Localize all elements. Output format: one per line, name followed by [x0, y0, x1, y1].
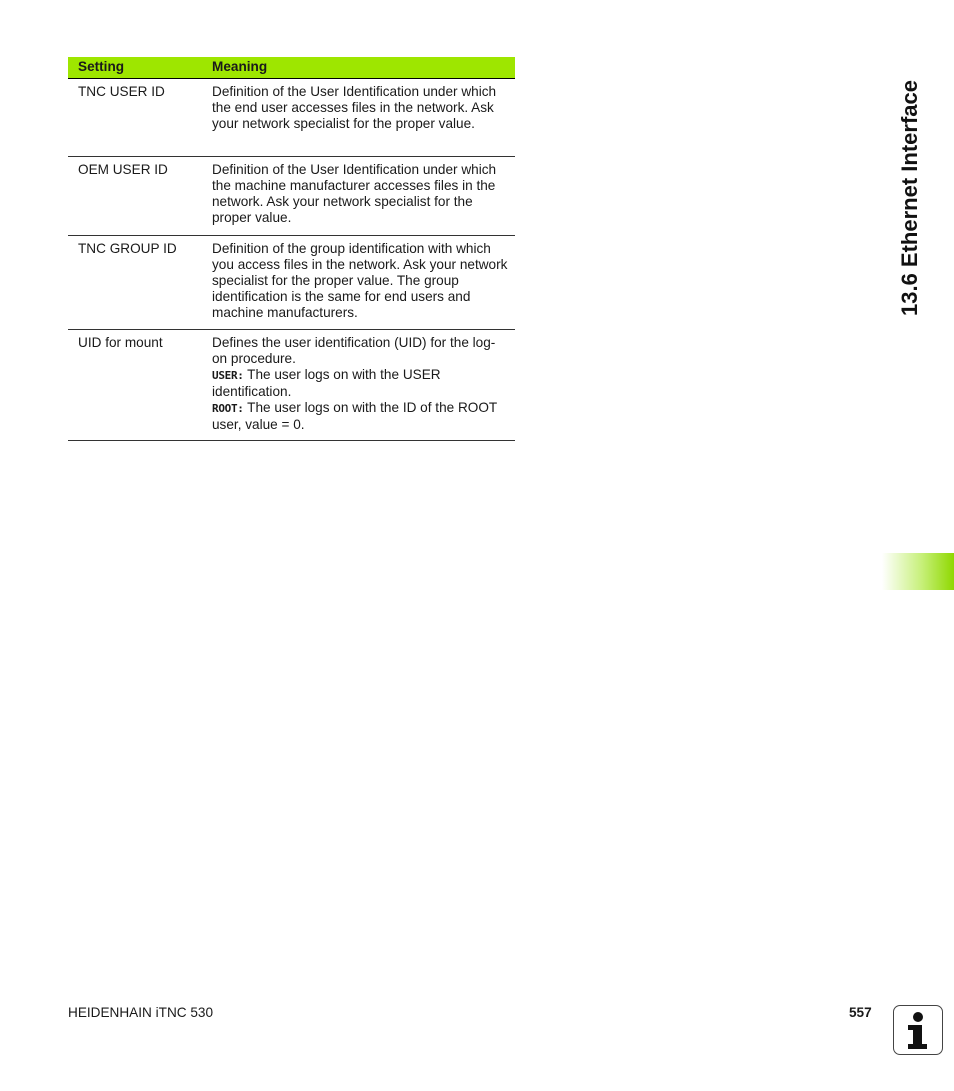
table-row — [68, 236, 515, 330]
option-text-root: The user logs on with the ID of the ROOT user, value = 0. — [212, 400, 497, 433]
setting-cell: UID for mount — [78, 335, 163, 350]
meaning-cell: Definition of the User Identification under which the machine manufacturer accesses files in the network. Ask your network specialist for the proper value. — [212, 162, 497, 226]
option-key-root: ROOT: — [212, 402, 244, 416]
header-setting: Setting — [78, 59, 125, 75]
setting-cell: TNC USER ID — [78, 84, 165, 99]
meaning-intro: Defines the user identification (UID) for the log-on procedure. — [212, 335, 496, 367]
info-icon — [893, 1005, 943, 1055]
chapter-tab — [882, 553, 954, 590]
table-row — [68, 330, 515, 441]
table-row — [68, 79, 515, 157]
table-header — [68, 57, 515, 79]
option-key-user: USER: — [212, 369, 244, 383]
setting-cell: TNC GROUP ID — [78, 241, 177, 256]
meaning-cell: Definition of the group identification with which you access files in the network. Ask your network specialist for the proper value. The group identification is the same for end users and machine manufacturers. — [212, 241, 508, 321]
setting-cell: OEM USER ID — [78, 162, 168, 177]
header-meaning: Meaning — [212, 59, 268, 75]
option-text-user: The user logs on with the USER identification. — [212, 367, 441, 400]
page-number: 557 — [849, 1005, 872, 1020]
meaning-cell: Definition of the User Identification under which the end user accesses files in the network. Ask your network specialist for the proper value. — [212, 84, 497, 132]
table-row — [68, 157, 515, 236]
meaning-cell — [212, 330, 515, 440]
info-icon-glyph — [894, 1006, 941, 1053]
settings-table — [68, 57, 515, 441]
footer-product: HEIDENHAIN iTNC 530 — [68, 1005, 214, 1020]
chapter-title: 13.6 Ethernet Interface — [897, 80, 922, 316]
